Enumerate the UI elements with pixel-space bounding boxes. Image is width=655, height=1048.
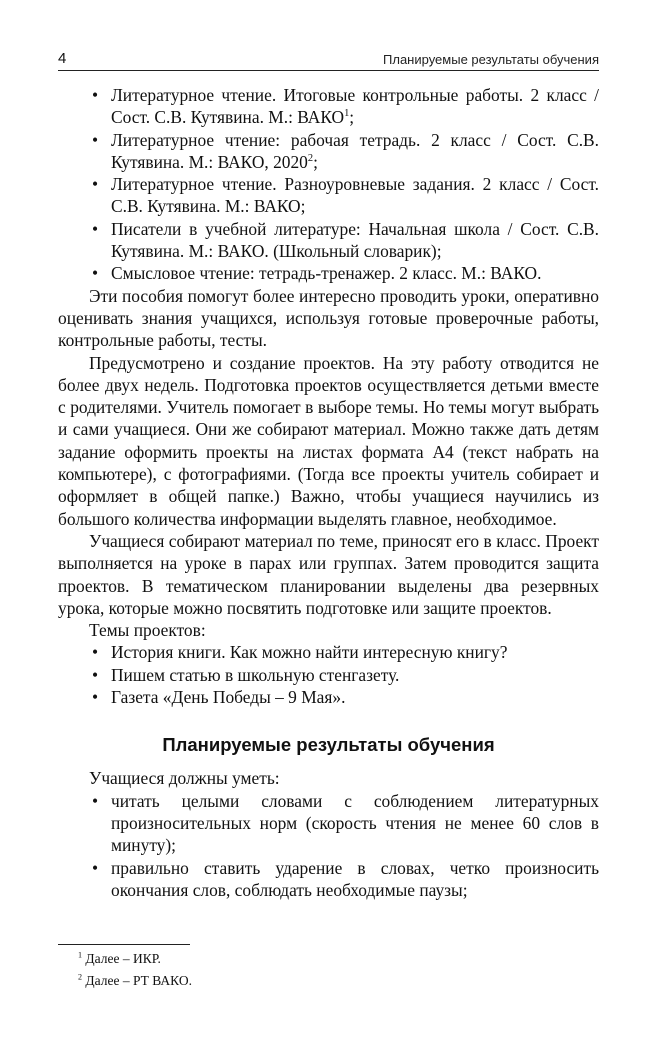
footnote-rule — [58, 944, 190, 945]
textbook-list — [58, 84, 599, 285]
footnote-text: Далее – ИКР. — [85, 951, 161, 966]
list-item-text: История книги. Как можно найти интересную книгу? — [111, 642, 508, 663]
bullet-icon: • — [92, 687, 99, 708]
footnote-ref: 1 — [344, 108, 350, 120]
list-item — [58, 218, 599, 263]
list-item — [58, 857, 599, 902]
running-title: Планируемые результаты обучения — [383, 52, 599, 67]
list-item-text: правильно ставить ударение в словах, четко произносить окончания слов, соблюдать необходимые паузы; — [111, 857, 599, 900]
list-item-text: Литературное чтение: рабочая тетрадь. 2 класс / Сост. С.В. Кутявина. М.: ВАКО, 2020 — [111, 129, 599, 172]
footnote-mark: 2 — [78, 972, 83, 982]
footnote-text: Далее – РТ ВАКО. — [85, 973, 192, 988]
footnote — [58, 948, 599, 970]
bullet-icon: • — [92, 790, 99, 811]
list-item — [58, 84, 599, 129]
bullet-icon: • — [92, 218, 99, 239]
list-item-text: читать целыми словами с соблюдением литературных произносительных норм (скорость чтения не менее 60 слов в минуту); — [111, 790, 599, 856]
topics-list — [58, 641, 599, 708]
spacer — [58, 757, 599, 767]
page-body — [58, 84, 599, 901]
bullet-icon: • — [92, 85, 99, 105]
list-item-text: Смысловое чтение: тетрадь-тренажер. 2 класс. М.: ВАКО. — [111, 263, 542, 284]
footnote-ref: 2 — [307, 153, 314, 165]
footnotes — [58, 944, 599, 992]
footnote-mark: 1 — [78, 950, 83, 960]
page-header — [58, 50, 599, 71]
list-item-text: Литературное чтение. Разноуровневые задания. 2 класс / Сост. С.В. Кутявина. М.: ВАКО; — [111, 174, 599, 217]
list-item-text: Писатели в учебной литературе: Начальная школа / Сост. С.В. Кутявина. М.: ВАКО. (Школьный словарик); — [111, 218, 599, 262]
list-item-text: Литературное чтение. Итоговые контрольные работы. 2 класс / Сост. С.В. Кутявина. М.: ВАКО — [111, 85, 599, 128]
bullet-icon: • — [92, 857, 99, 878]
list-item — [58, 686, 599, 708]
list-item-tail: ; — [313, 151, 318, 172]
skills-list — [58, 790, 599, 901]
list-item-text: Пишем статью в школьную стенгазету. — [111, 664, 400, 685]
list-item-text: Газета «День Победы – 9 Мая». — [111, 687, 346, 708]
bullet-icon: • — [92, 642, 99, 663]
bullet-icon: • — [92, 129, 99, 150]
footnote — [58, 970, 599, 992]
section-heading: Планируемые результаты обучения — [162, 734, 495, 756]
list-item — [58, 262, 599, 284]
list-item-tail: ; — [349, 107, 355, 128]
page-number: 4 — [58, 50, 67, 67]
paragraph-projects: Предусмотрено и создание проектов. На эту работу отводится не более двух недель. Подготовка проектов осуществляется детьми вместе с родителями. Учитель помогает в выборе темы. Но темы могут выбрать и сами учащиеся. Они же собирают материал. Можно также дать детям задание оформить проекты на листах формата А4 (текст набрать на компьютере), с фотографиями. (Тогда все проекты учитель собирает и оформляет в общей папке.) Важно, чтобы учащиеся научились из большого количества информации выделять главное, необходимое. — [58, 352, 599, 529]
skills-intro: Учащиеся должны уметь: — [89, 768, 280, 789]
bullet-icon: • — [92, 263, 99, 284]
list-item — [58, 173, 599, 218]
topics-intro: Темы проектов: — [89, 620, 206, 641]
paragraph-project-work: Учащиеся собирают материал по теме, приносят его в класс. Проект выполняется на уроке в парах или группах. Затем проводится защита проектов. В тематическом планировании выделены два резервных урока, которые можно посвятить подготовке или защите проектов. — [58, 530, 599, 618]
list-item — [58, 790, 599, 857]
bullet-icon: • — [92, 174, 99, 195]
list-item — [58, 641, 599, 663]
list-item — [58, 129, 599, 174]
spacer — [58, 708, 599, 733]
bullet-icon: • — [92, 664, 99, 685]
list-item — [58, 664, 599, 686]
paragraph-benefits: Эти пособия помогут более интересно проводить уроки, оперативно оценивать знания учащихся, используя готовые проверочные работы, контрольные работы, тесты. — [58, 285, 599, 351]
